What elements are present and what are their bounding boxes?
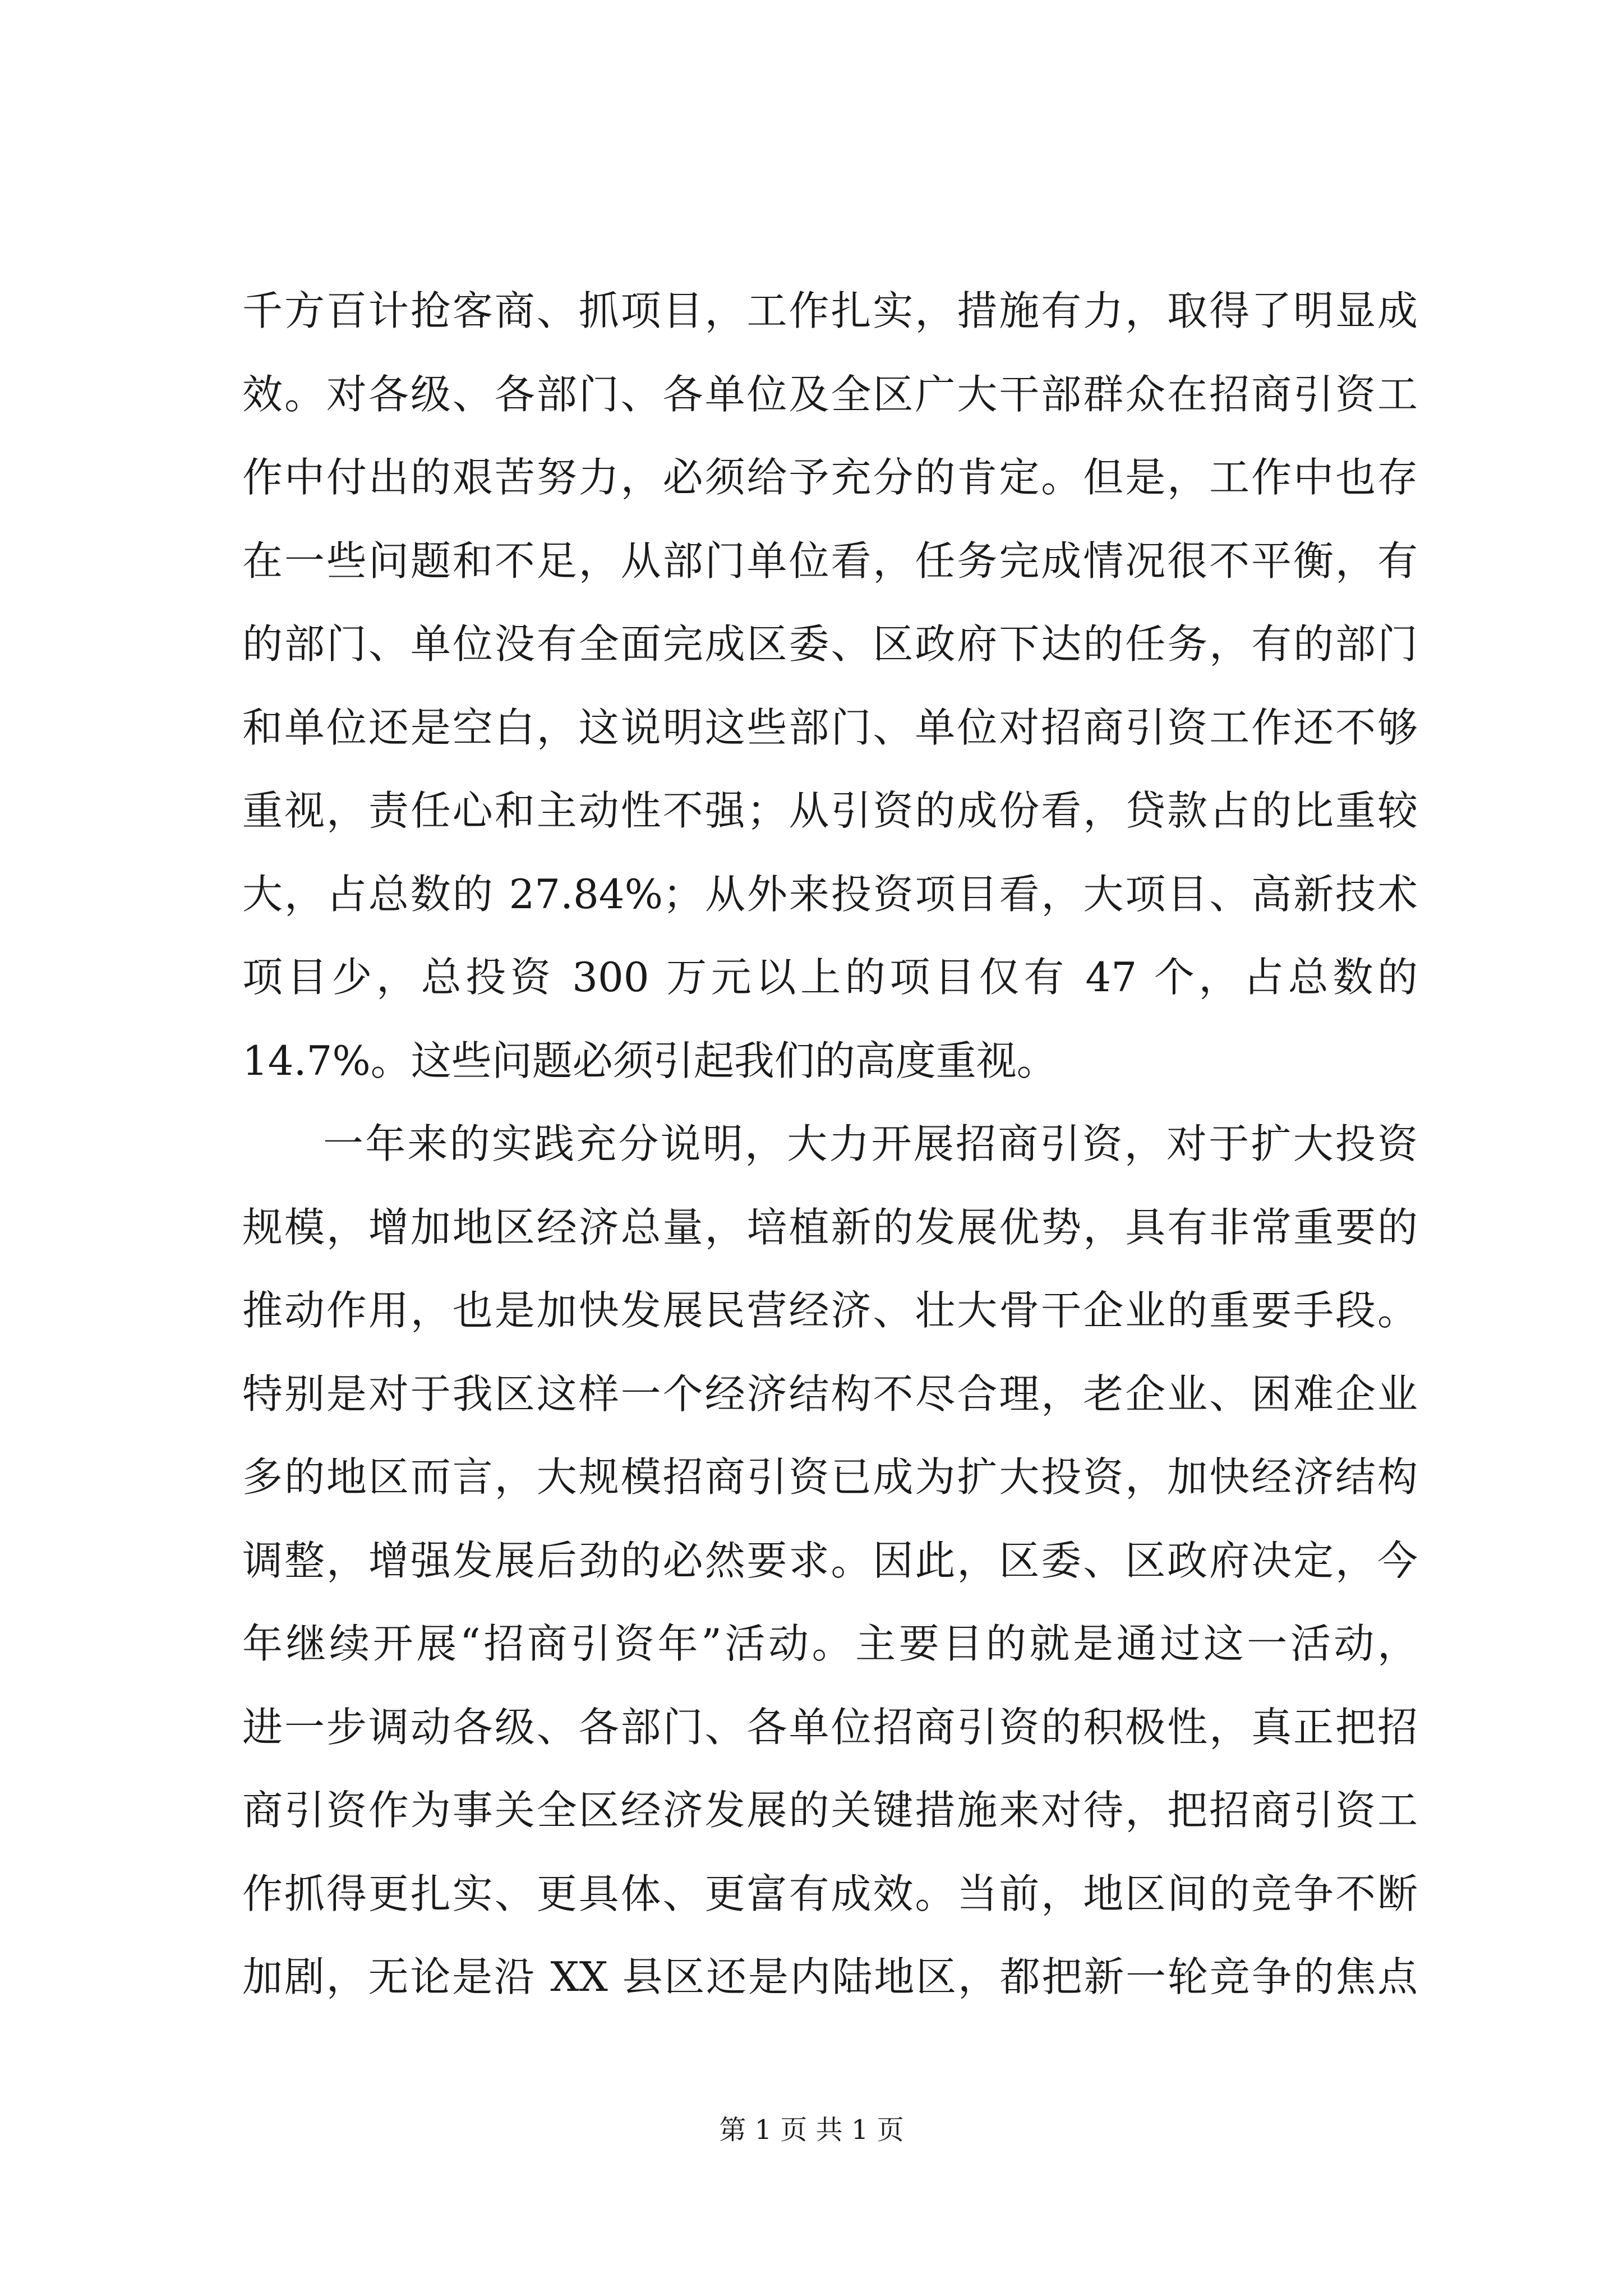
document-body — [242, 269, 1418, 2019]
text-line: 规模，增加地区经济总量，培植新的发展优势，具有非常重要的 — [242, 1203, 1418, 1251]
text-line: 加剧，无论是沿 XX 县区还是内陆地区，都把新一轮竞争的焦点 — [242, 1953, 1418, 2000]
text-line: 特别是对于我区这样一个经济结构不尽合理，老企业、困难企业 — [242, 1370, 1418, 1418]
text-line: 商引资作为事关全区经济发展的关键措施来对待，把招商引资工 — [242, 1787, 1418, 1834]
page-number: 第 1 页 共 1 页 — [719, 2114, 904, 2146]
text-line: 的部门、单位没有全面完成区委、区政府下达的任务，有的部门 — [242, 620, 1418, 668]
text-line: 效。对各级、各部门、各单位及全区广大干部群众在招商引资工 — [242, 370, 1418, 418]
text-line: 调整，增强发展后劲的必然要求。因此，区委、区政府决定，今 — [242, 1536, 1418, 1584]
text-line: 重视，责任心和主动性不强；从引资的成份看，贷款占的比重较 — [242, 787, 1418, 834]
page-footer — [0, 2108, 1623, 2147]
text-line: 推动作用，也是加快发展民营经济、壮大骨干企业的重要手段。 — [242, 1287, 1418, 1334]
text-line: 14.7%。这些问题必须引起我们的高度重视。 — [242, 1037, 1057, 1084]
text-line: 在一些问题和不足，从部门单位看，任务完成情况很不平衡，有 — [242, 537, 1418, 585]
text-line: 一年来的实践充分说明，大力开展招商引资，对于扩大投资 — [323, 1120, 1418, 1167]
paragraph-1 — [242, 269, 1418, 1102]
text-line: 千方百计抢客商、抓项目，工作扎实，措施有力，取得了明显成 — [242, 287, 1418, 334]
text-line: 作中付出的艰苦努力，必须给予充分的肯定。但是，工作中也存 — [242, 454, 1418, 501]
text-line: 年继续开展“招商引资年”活动。主要目的就是通过这一活动， — [242, 1620, 1418, 1667]
text-line: 作抓得更扎实、更具体、更富有成效。当前，地区间的竞争不断 — [242, 1870, 1418, 1917]
text-line: 和单位还是空白，这说明这些部门、单位对招商引资工作还不够 — [242, 703, 1418, 751]
text-line: 进一步调动各级、各部门、各单位招商引资的积极性，真正把招 — [242, 1703, 1418, 1751]
text-line: 多的地区而言，大规模招商引资已成为扩大投资，加快经济结构 — [242, 1453, 1418, 1501]
text-line: 大，占总数的 27.84%；从外来投资项目看，大项目、高新技术 — [242, 870, 1418, 918]
text-line: 项目少，总投资 300 万元以上的项目仅有 47 个，占总数的 — [242, 954, 1418, 1001]
paragraph-2 — [242, 1102, 1418, 2019]
